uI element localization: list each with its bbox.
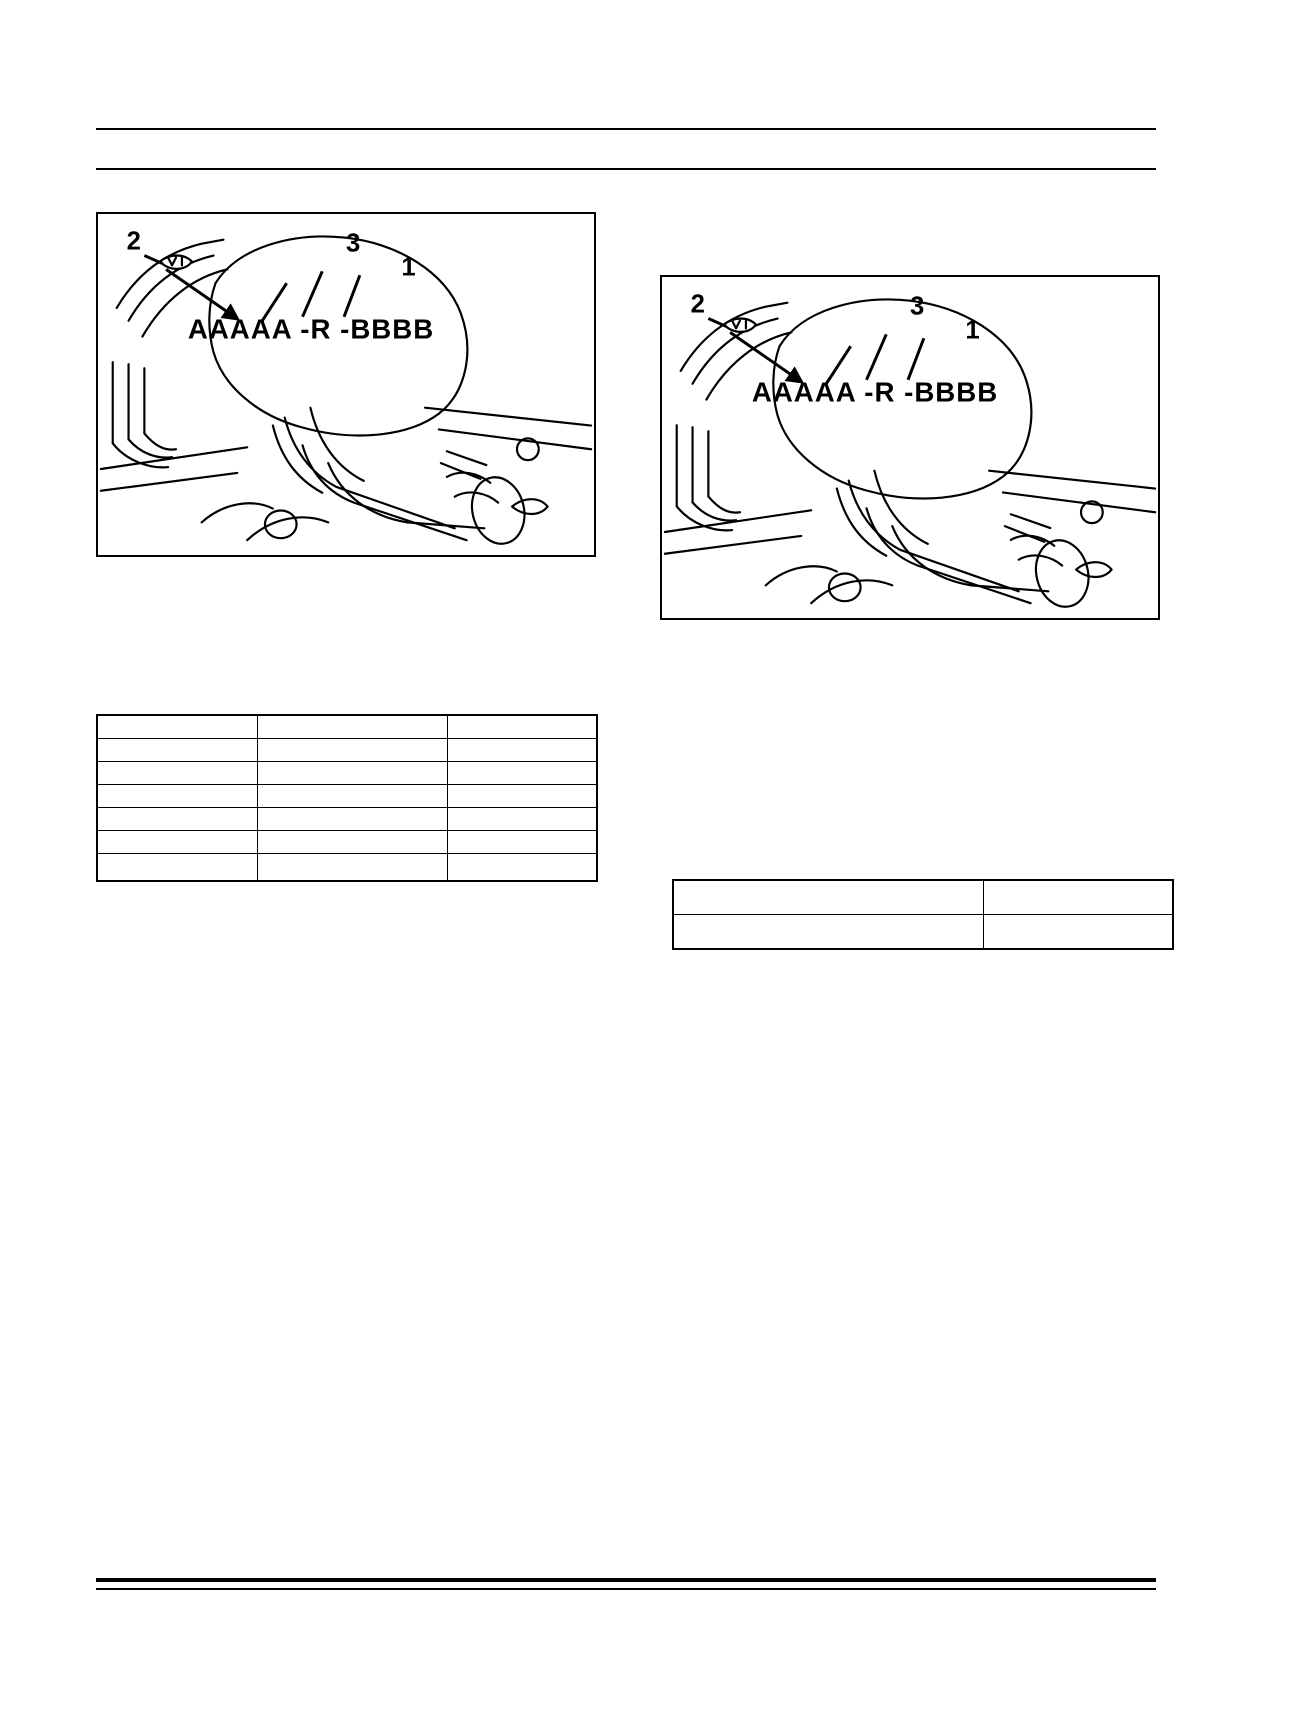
table-cell — [97, 715, 257, 739]
table-row — [97, 785, 597, 808]
table-cell — [97, 831, 257, 854]
table-row — [673, 915, 1173, 950]
table-cell — [257, 831, 447, 854]
figure-left-callout-2: 2 — [126, 227, 141, 256]
figure-left-callout-1: 1 — [401, 253, 416, 282]
table-cell — [447, 831, 597, 854]
header-rule-top — [96, 128, 1156, 130]
table-cell — [983, 915, 1173, 950]
table-cell — [257, 808, 447, 831]
table-row — [97, 808, 597, 831]
table-row — [97, 831, 597, 854]
table-cell — [447, 739, 597, 762]
table-cell — [257, 715, 447, 739]
table-cell — [97, 762, 257, 785]
figure-right — [660, 275, 1160, 620]
table-cell — [257, 854, 447, 882]
table-cell — [447, 785, 597, 808]
table-row — [97, 715, 597, 739]
table-cell — [97, 739, 257, 762]
table-row — [97, 762, 597, 785]
table-row — [97, 854, 597, 882]
footer-rule-top — [96, 1578, 1156, 1582]
figure-right-callout-3: 3 — [910, 292, 925, 321]
table-cell — [983, 880, 1173, 915]
table-cell — [257, 762, 447, 785]
table-right — [672, 879, 1174, 950]
table-cell — [673, 880, 983, 915]
table-cell — [447, 854, 597, 882]
footer-rule-bottom — [96, 1588, 1156, 1590]
table-cell — [673, 915, 983, 950]
figure-left-callout-3: 3 — [346, 229, 361, 258]
figure-right-part-marking: AAAAA -R -BBBB — [751, 376, 999, 408]
table-cell — [447, 808, 597, 831]
header-rule-bottom — [96, 168, 1156, 170]
table-cell — [447, 715, 597, 739]
figure-right-callout-1: 1 — [965, 316, 980, 345]
figure-right-callout-2: 2 — [690, 290, 705, 319]
table-cell — [257, 739, 447, 762]
table-row — [97, 739, 597, 762]
table-cell — [447, 762, 597, 785]
table-cell — [97, 854, 257, 882]
table-left — [96, 714, 598, 882]
figure-left-part-marking: AAAAA -R -BBBB — [187, 313, 435, 345]
table-cell — [257, 785, 447, 808]
table-cell — [97, 808, 257, 831]
figure-left — [96, 212, 596, 557]
table-cell — [97, 785, 257, 808]
table-row — [673, 880, 1173, 915]
